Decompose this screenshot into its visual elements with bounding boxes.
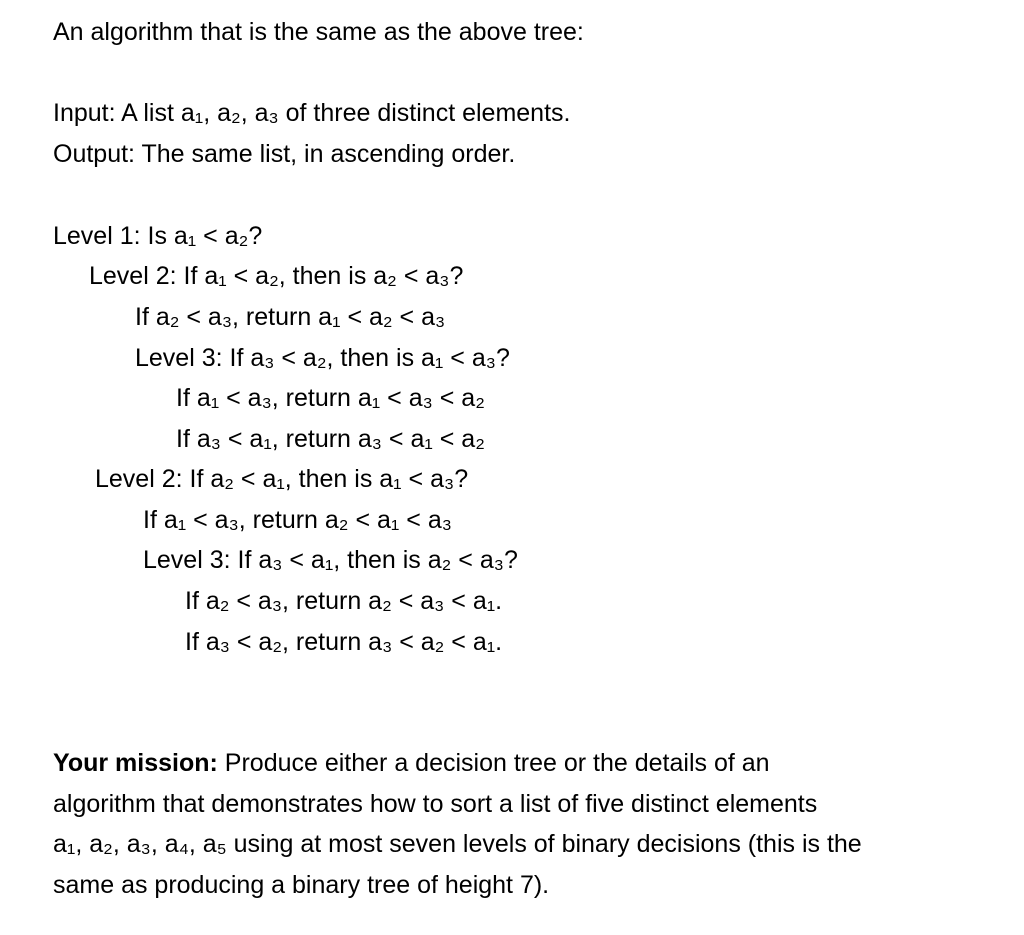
algorithm-line: If a₂ < a₃, return a₂ < a₃ < a₁. xyxy=(185,587,503,615)
algorithm-line: If a₁ < a₃, return a₁ < a₃ < a₂ xyxy=(176,384,485,412)
output-line: Output: The same list, in ascending order. xyxy=(53,140,516,168)
algorithm-line: Level 2: If a₁ < a₂, then is a₂ < a₃? xyxy=(89,262,464,290)
mission-line-1 xyxy=(53,751,770,776)
mission-text: Produce either a decision tree or the details of an xyxy=(217,749,770,777)
algorithm-line: If a₃ < a₂, return a₃ < a₂ < a₁. xyxy=(185,628,503,656)
mission-line-3: a₁, a₂, a₃, a₄, a₅ using at most seven levels of binary decisions (this is the xyxy=(53,830,862,858)
algorithm-line: Level 3: If a₃ < a₂, then is a₁ < a₃? xyxy=(135,344,510,372)
algorithm-line: Level 3: If a₃ < a₁, then is a₂ < a₃? xyxy=(143,546,518,574)
algorithm-line: If a₂ < a₃, return a₁ < a₂ < a₃ xyxy=(135,303,446,331)
mission-label: Your mission: xyxy=(53,749,218,777)
algorithm-line: Level 2: If a₂ < a₁, then is a₁ < a₃? xyxy=(95,465,469,493)
mission-line-2: algorithm that demonstrates how to sort a list of five distinct elements xyxy=(53,790,818,818)
algorithm-line: Level 1: Is a₁ < a₂? xyxy=(53,222,263,250)
intro-heading: An algorithm that is the same as the above tree: xyxy=(53,18,584,46)
algorithm-line: If a₃ < a₁, return a₃ < a₁ < a₂ xyxy=(176,425,485,453)
mission-line-4: same as producing a binary tree of height 7). xyxy=(53,871,550,899)
input-line: Input: A list a₁, a₂, a₃ of three distinct elements. xyxy=(53,99,571,127)
algorithm-line: If a₁ < a₃, return a₂ < a₁ < a₃ xyxy=(143,506,452,534)
